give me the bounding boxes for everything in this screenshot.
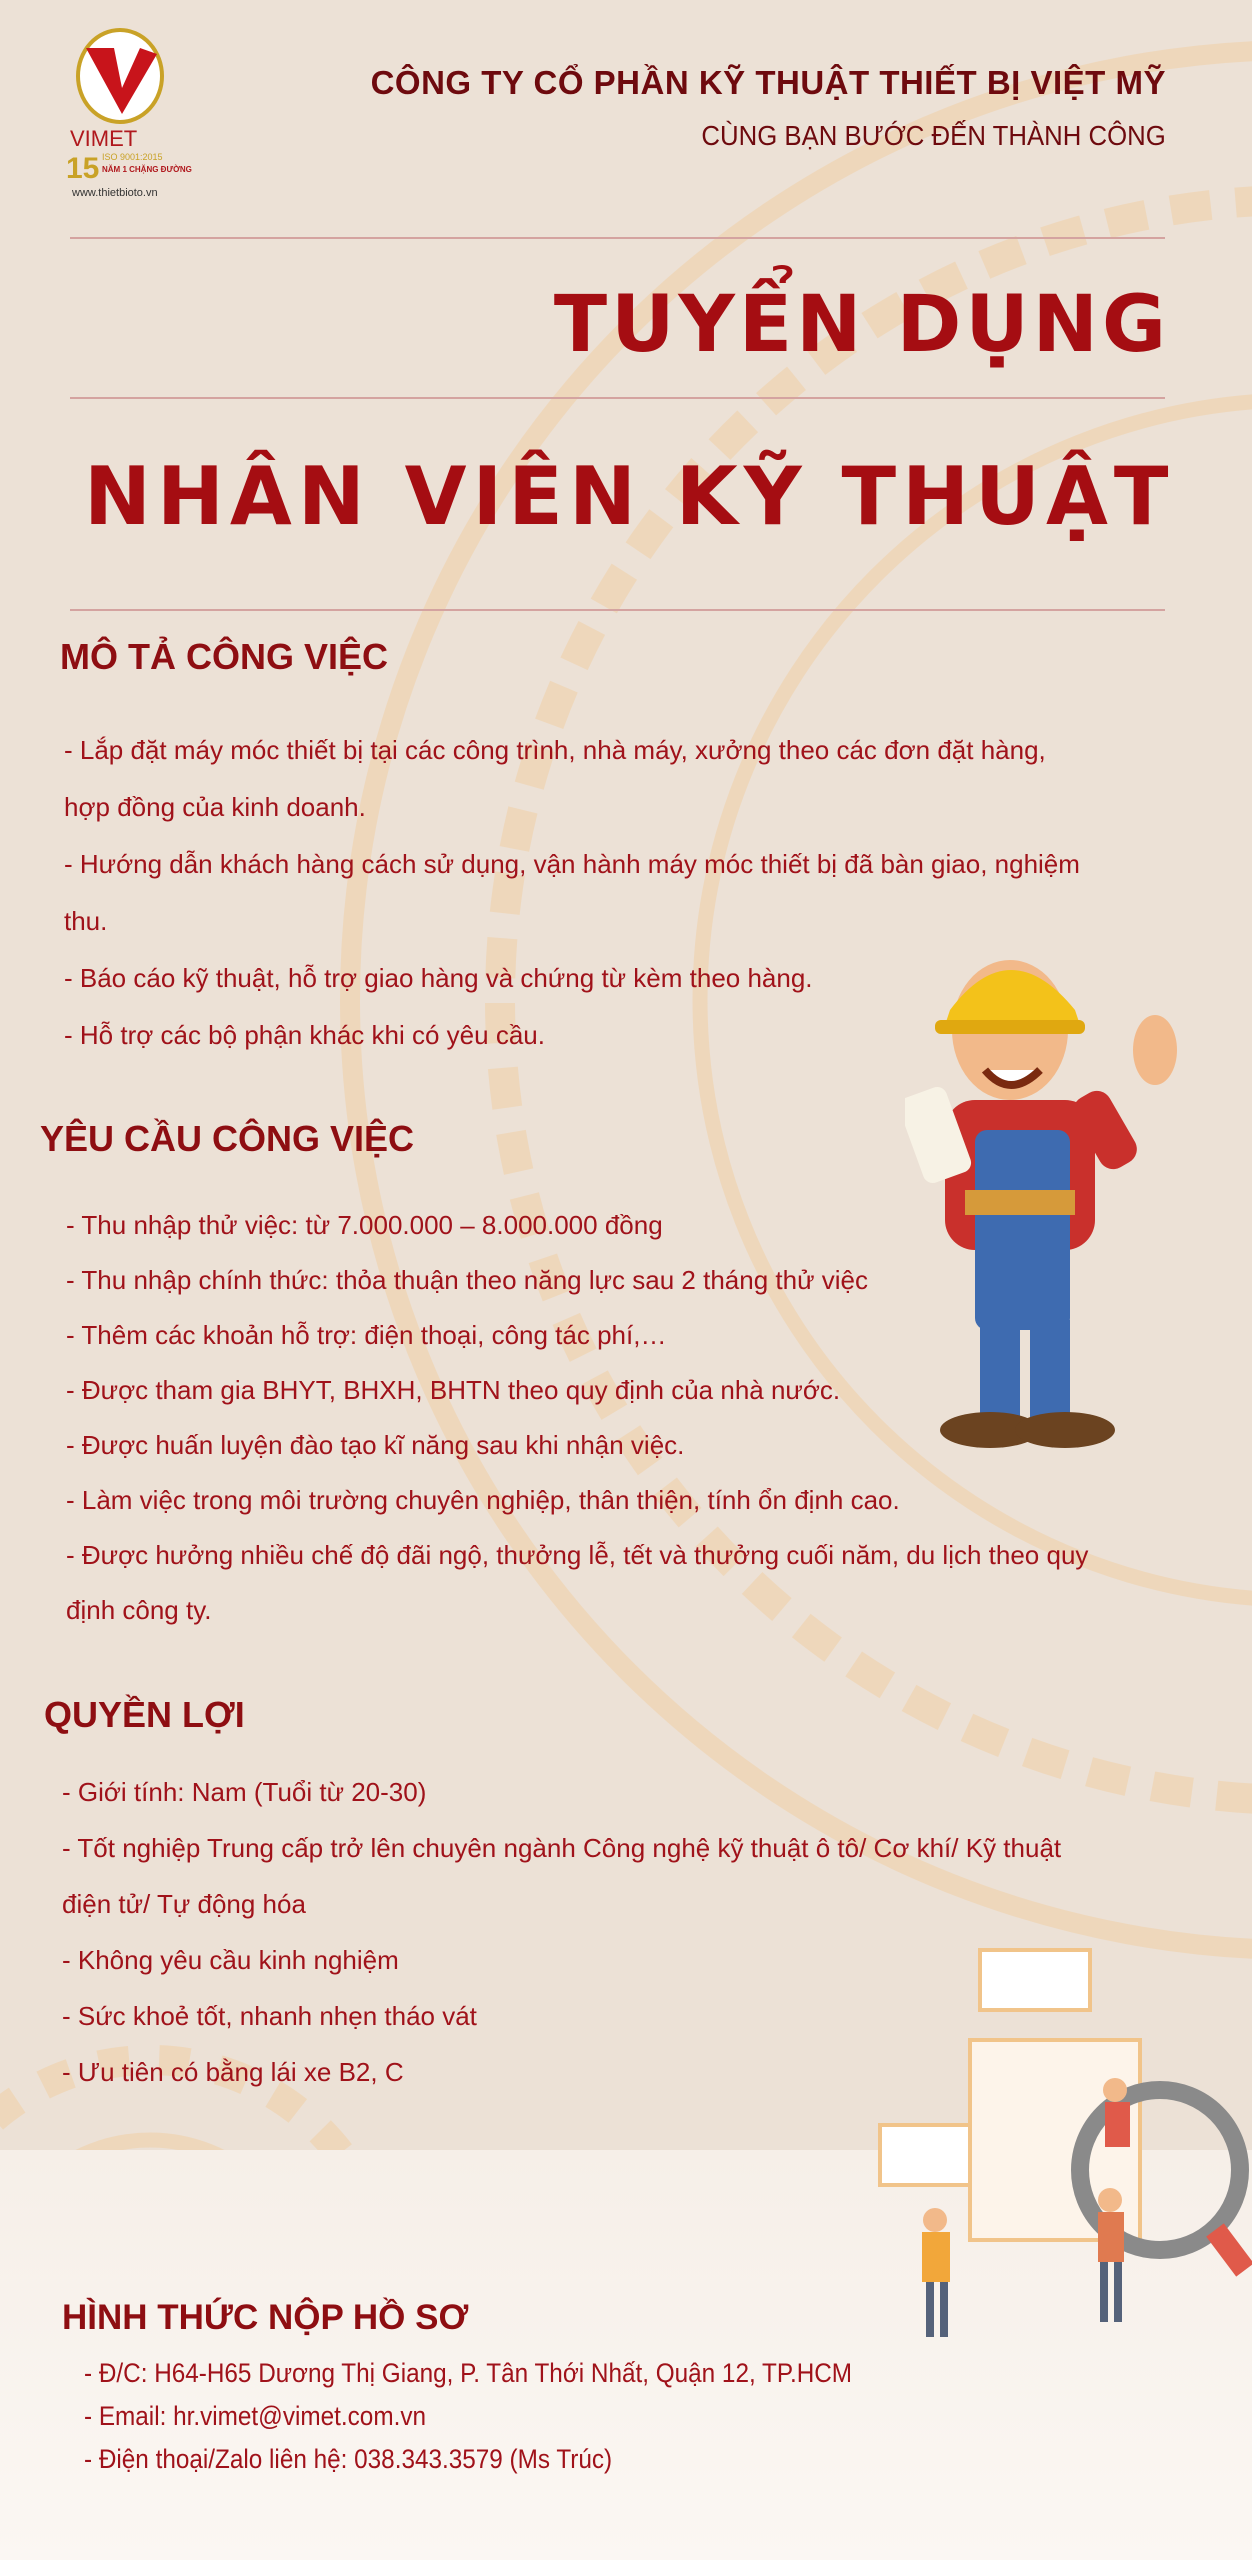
recruitment-search-illustration <box>860 1940 1252 2340</box>
list-item: định công ty. <box>66 1595 212 1625</box>
svg-text:VIMET: VIMET <box>70 126 138 151</box>
vimet-logo[interactable] <box>62 28 202 208</box>
worker-illustration <box>905 940 1245 1465</box>
list-item: - Thu nhập thử việc: từ 7.000.000 – 8.000.000 đồng <box>66 1210 663 1240</box>
list-item: - Sức khoẻ tốt, nhanh nhẹn tháo vát <box>62 2001 477 2031</box>
divider <box>70 237 1165 239</box>
list-item: - Được tham gia BHYT, BHXH, BHTN theo quy định của nhà nước. <box>66 1375 841 1405</box>
list-item: - Giới tính: Nam (Tuổi từ 20-30) <box>62 1777 427 1807</box>
list-item: - Thêm các khoản hỗ trợ: điện thoại, công tác phí,… <box>66 1320 667 1350</box>
list-item: - Làm việc trong môi trường chuyên nghiệp, thân thiện, tính ổn định cao. <box>66 1485 900 1515</box>
divider <box>70 397 1165 399</box>
position-title: NHÂN VIÊN KỸ THUẬT <box>84 450 1175 543</box>
contact-list <box>84 2352 937 2481</box>
list-item: - Thu nhập chính thức: thỏa thuận theo năng lực sau 2 tháng thử việc <box>66 1265 868 1295</box>
list-item: - Báo cáo kỹ thuật, hỗ trợ giao hàng và chứng từ kèm theo hàng. <box>64 963 813 993</box>
svg-text:www.thietbioto.vn: www.thietbioto.vn <box>72 187 158 199</box>
contact-email[interactable]: - Email: hr.vimet@vimet.com.vn <box>84 2401 426 2431</box>
list-item: - Hỗ trợ các bộ phận khác khi có yêu cầu. <box>64 1020 545 1050</box>
svg-text:NĂM 1 CHẶNG ĐƯỜNG: NĂM 1 CHẶNG ĐƯỜNG <box>102 165 192 174</box>
list-item: - Không yêu cầu kinh nghiệm <box>62 1945 399 1975</box>
svg-text:15: 15 <box>66 152 100 185</box>
company-tagline: CÙNG BẠN BƯỚC ĐẾN THÀNH CÔNG <box>701 120 1166 151</box>
list-item: - Lắp đặt máy móc thiết bị tại các công trình, nhà máy, xưởng theo các đơn đặt hàng, <box>64 735 1046 765</box>
recruitment-title: TUYỂN DỤNG <box>553 280 1170 370</box>
contact-address: - Đ/C: H64-H65 Dương Thị Giang, P. Tân Thới Nhất, Quận 12, TP.HCM <box>84 2358 853 2388</box>
list-item: - Được huấn luyện đào tạo kĩ năng sau khi nhận việc. <box>66 1430 685 1460</box>
list-item: - Được hưởng nhiều chế độ đãi ngộ, thưởng lễ, tết và thưởng cuối năm, du lịch theo quy <box>66 1540 1089 1570</box>
section-heading-job-description: MÔ TẢ CÔNG VIỆC <box>60 636 389 677</box>
list-item: điện tử/ Tự động hóa <box>62 1889 306 1919</box>
section-heading-benefits: QUYỀN LỢI <box>44 1694 245 1735</box>
section-heading-requirements: YÊU CẦU CÔNG VIỆC <box>40 1118 415 1159</box>
company-name: CÔNG TY CỔ PHẦN KỸ THUẬT THIẾT BỊ VIỆT MỸ <box>370 64 1166 101</box>
list-item: - Hướng dẫn khách hàng cách sử dụng, vận hành máy móc thiết bị đã bàn giao, nghiệm <box>64 849 1080 879</box>
list-item: - Tốt nghiệp Trung cấp trở lên chuyên ngành Công nghệ kỹ thuật ô tô/ Cơ khí/ Kỹ thuật <box>62 1833 1062 1863</box>
contact-phone[interactable]: - Điện thoại/Zalo liên hệ: 038.343.3579 (Ms Trúc) <box>84 2444 613 2474</box>
section-heading-application: HÌNH THỨC NỘP HỒ SƠ <box>62 2298 469 2337</box>
list-item: hợp đồng của kinh doanh. <box>64 792 366 822</box>
list-item: thu. <box>64 906 108 936</box>
divider <box>70 609 1165 611</box>
svg-text:ISO 9001:2015: ISO 9001:2015 <box>102 152 163 162</box>
list-item: - Ưu tiên có bằng lái xe B2, C <box>62 2057 404 2087</box>
